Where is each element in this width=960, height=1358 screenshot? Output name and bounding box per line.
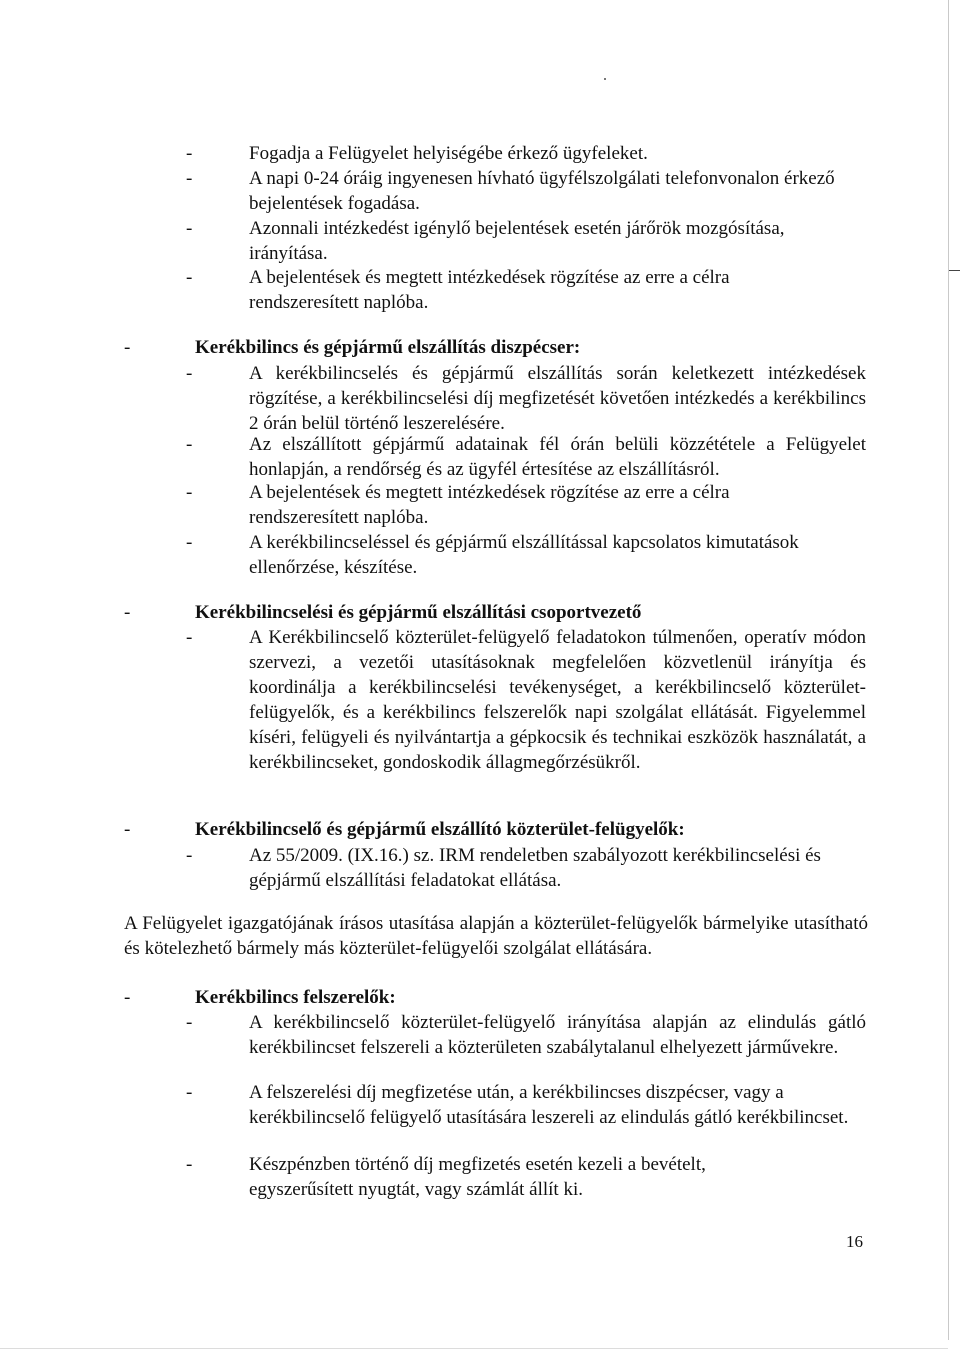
list-item: - A bejelentések és megtett intézkedések rögzítése az erre a célra rendszeresített naplóba. xyxy=(186,267,730,313)
section-heading: - Kerékbilincs és gépjármű elszállítás diszpécser: xyxy=(124,337,581,358)
scan-edge-right xyxy=(948,0,949,1340)
scan-edge-mark xyxy=(949,270,960,271)
list-item: - Azonnali intézkedést igénylő bejelentések esetén járőrök mozgósítása, irányítása. xyxy=(186,218,785,264)
list-item: - Az 55/2009. (IX.16.) sz. IRM rendeletben szabályozott kerékbilincselési és gépjármű elszállítási feladatokat ellátása. xyxy=(186,845,821,891)
list-item: - A kerékbilincselő közterület-felügyelő irányítása alapján az elindulás gátló kerékbilincset felszereli a közterületen szabálytalanul elhelyezett járművekre. xyxy=(186,1012,866,1058)
page-number: 16 xyxy=(846,1232,863,1251)
list-item: - A kerékbilincseléssel és gépjármű elszállítással kapcsolatos kimutatások ellenőrzése, készítése. xyxy=(186,532,799,578)
scan-speck xyxy=(604,78,606,80)
list-item: - Az elszállított gépjármű adatainak fél órán belüli közzététele a Felügyelet honlapján, a rendőrség és az ügyfél értesítése az elszállításról. xyxy=(186,434,866,480)
list-item: - Készpénzben történő díj megfizetés esetén kezeli a bevételt, egyszerűsített nyugtát, vagy számlát állít ki. xyxy=(186,1154,706,1200)
body-paragraph: A Felügyelet igazgatójának írásos utasítása alapján a közterület-felügyelők bármelyike utasítható és kötelezhető bármely más közterület-felügyelői szolgálat ellátására. xyxy=(124,913,868,959)
list-item: - A bejelentések és megtett intézkedések rögzítése az erre a célra rendszeresített naplóba. xyxy=(186,482,730,528)
section-heading: - Kerékbilincselési és gépjármű elszállítási csoportvezető xyxy=(124,602,642,623)
list-item: - A kerékbilincselés és gépjármű elszállítás során keletkezett intézkedések rögzítése, a kerékbilincselési díj megfizetését követően intézkedés a kerékbilincs 2 órán belül történő leszerelésére. xyxy=(186,363,866,434)
list-item: - A Kerékbilincselő közterület-felügyelő feladatokon túlmenően, operatív módon szervezi, a vezetői utasításoknak megfelelően közvetlenül irányítja és koordinálja a kerékbilincselési tevékenységet, a kerékbilincselő közterület-felügyelők, és a kerékbilincs felszerelők napi szolgálat ellátását. Figyelemmel kíséri, felügyeli és nyilvántartja a gépkocsik és technikai eszközök használatát, a kerékbilincseket, gondoskodik állagmegőrzésükről. xyxy=(186,627,866,773)
section-heading: - Kerékbilincselő és gépjármű elszállító közterület-felügyelők: xyxy=(124,819,685,840)
scan-edge-bottom xyxy=(0,1348,948,1349)
section-heading: - Kerékbilincs felszerelők: xyxy=(124,987,396,1008)
list-item: - Fogadja a Felügyelet helyiségébe érkező ügyfeleket. xyxy=(186,143,648,164)
list-item: - A felszerelési díj megfizetése után, a kerékbilincses diszpécser, vagy a kerékbilincselő felügyelő utasítására leszereli az elindulás gátló kerékbilincset. xyxy=(186,1082,849,1128)
list-item: - A napi 0-24 óráig ingyenesen hívható ügyfélszolgálati telefonvonalon érkező bejelentések fogadása. xyxy=(186,168,835,214)
